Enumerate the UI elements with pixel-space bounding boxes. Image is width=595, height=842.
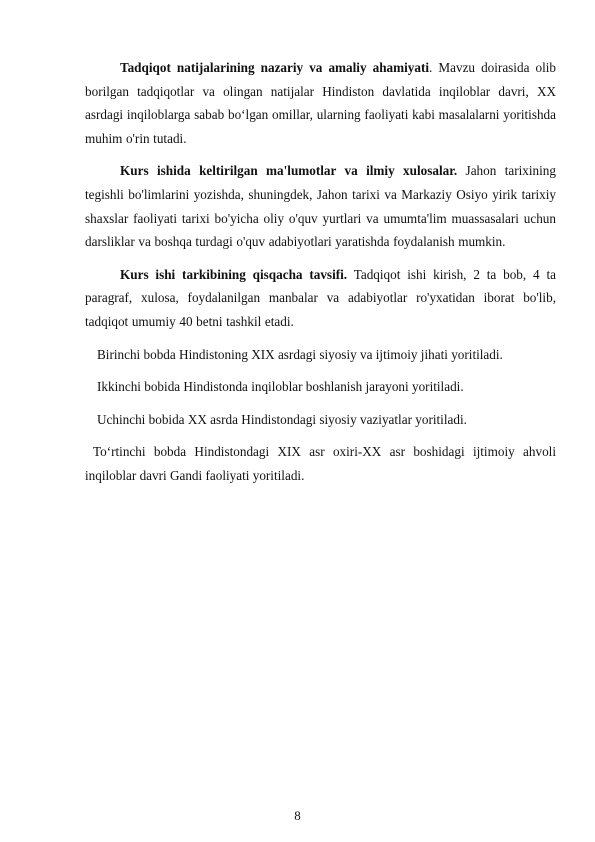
chapter-summary-1: Birinchi bobda Hindistoning XIX asrdagi siyosiy va ijtimoiy jihati yoritiladi. — [97, 346, 503, 362]
chapter-summary-4: Toʻrtinchi bobda Hindistondagi XIX asr oxiri-XX asr boshidagi ijtimoiy ahvoli inqiloblar davri Gandi faoliyati yoritiladi. — [85, 444, 556, 483]
paragraph-body: Jahon tarixining tegishli bo'limlarini yozishda, shuningdek, Jahon tarixi va Markaziy Osiyo yirik tarixiy shaxslar faoliyati tarixi bo'yicha oliy o'quv yurtlari va umumta'lim muassasalari uchun darsliklar va boshqa turdagi o'quv adabiyotlari yaratishda foydalanish mumkin. — [85, 163, 556, 250]
paragraph-conclusions — [85, 159, 556, 253]
paragraph-heading: Kurs ishi tarkibining qisqacha tavsifi. — [120, 266, 348, 282]
page-number: 8 — [294, 808, 301, 823]
paragraph-significance — [85, 56, 556, 150]
chapter-summary-3: Uchinchi bobida XX asrda Hindistondagi siyosiy vaziyatlar yoritiladi. — [97, 411, 467, 427]
paragraph-heading: Kurs ishida keltirilgan ma'lumotlar va ilmiy xulosalar. — [120, 163, 458, 179]
page-content — [85, 56, 556, 497]
paragraph-heading: Tadqiqot natijalarining nazariy va amaliy ahamiyati — [120, 60, 430, 75]
chapter-summary-2: Ikkinchi bobida Hindistonda inqiloblar boshlanish jarayoni yoritiladi. — [97, 379, 464, 395]
paragraph-body: . Mavzu doirasida olib borilgan tadqiqotlar va olingan natijalar Hindiston davlatida inqiloblar davri, XX asrdagi inqiloblarga sabab boʻlgan omillar, ularning faoliyati kabi masalalarni yoritishda muhim o'rin tutadi. — [85, 60, 557, 146]
paragraph-body: Tadqiqot ishi kirish, 2 ta bob, 4 ta paragraf, xulosa, foydalanilgan manbalar va adabiyotlar ro'yxatidan iborat bo'lib, tadqiqot umumiy 40 betni tashkil etadi. — [85, 266, 556, 329]
paragraph-structure — [85, 263, 556, 334]
